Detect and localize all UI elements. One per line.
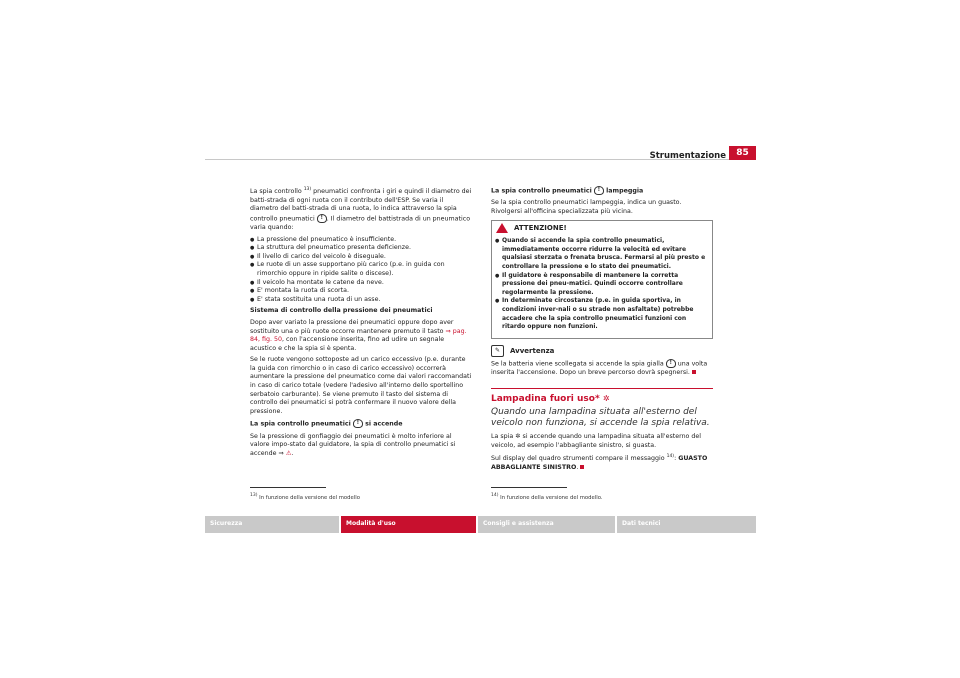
system-heading: Sistema di controllo della pressione dei pneumatici	[250, 307, 433, 315]
warning-triangle-icon[interactable]: ⚠	[285, 449, 292, 457]
note-paragraph: Se la batteria viene scollegata si accende la spia gialla ! una volta inserita l'accensione. Dopo un breve percorso dovrà spegnersi.	[491, 359, 708, 376]
list-item: ● Quando si accende la spia controllo pneumatici, immediatamente occorre ridurre la velocità ed evitare qualsiasi sterzata o frenata brusca. Fermarsi al più presto e controllare la pressione e lo stato dei pneumatici.	[495, 237, 709, 271]
tab-dati-tecnici[interactable]: Dati tecnici	[617, 516, 756, 533]
left-column	[250, 186, 472, 461]
chapter-title: Strumentazione	[649, 151, 726, 161]
list-item: ● Il veicolo ha montate le catene da neve.	[250, 279, 472, 288]
footnote-rule	[491, 487, 567, 488]
lamp-paragraph-2: Sul display del quadro strumenti compare il messaggio $^{14)}$: GUASTO ABBAGLIANTE SINISTRO.	[491, 454, 708, 471]
note-icon: ✎	[491, 345, 504, 357]
warning-box	[491, 220, 713, 339]
intro-paragraph: La spia controllo $^{13)}$ pneumatici confronta i giri e quindi il diametro dei batti-strada di ogni ruota con il contributo dell'ESP. Se varia il diametro del batti-strada di una ruota, lo indica attraverso la spia controllo pneumatici ! . Il diametro del battistrada di un pneumatico varia quando:	[250, 187, 472, 231]
lit-heading: La spia controllo pneumatici ! si accende	[250, 420, 403, 428]
lamp-paragraph-1: La spia ✲ si accende quando una lampadina situata all'esterno del veicolo, ad esempio l'abbagliante sinistro, si guasta.	[491, 433, 702, 449]
bulb-icon: ✲	[602, 393, 610, 403]
section-title: Lampadina fuori uso* ✲	[491, 393, 610, 404]
tire-pressure-icon: !	[353, 419, 363, 428]
end-marker-icon	[692, 370, 696, 374]
system-paragraph-2: Se le ruote vengono sottoposte ad un carico eccessivo (p.e. durante la guida con rimorchio o in caso di carico eccessivo) occorrerà aumentare la pressione del pneumatico come dai valori raccomandati in caso di carico totale (vedere l'adesivo all'interno dello sportellino serbatoio carburante). Se viene premuto il tasto del sistema di controllo dei pneumatici si potrà confermare il nuovo valore della pressione.	[250, 356, 472, 415]
lit-paragraph: Se la pressione di gonfiaggio dei pneumatici è molto inferiore al valore impo-stato dal guidatore, la spia di controllo pneumatici si accende ⇒ ⚠.	[250, 432, 456, 457]
right-column	[491, 186, 713, 476]
warning-list	[492, 235, 712, 335]
list-item: ● E' montata la ruota di scorta.	[250, 287, 472, 296]
list-item: ● E' stata sostituita una ruota di un asse.	[250, 296, 472, 305]
page-reference-link[interactable]: ⇒ pag. 84, fig. 50	[250, 327, 467, 344]
footnote-left: $^{13)}$ In funzione della versione del modello	[250, 493, 360, 501]
list-item: ● In determinate circostanze (p.e. in guida sportiva, in condizioni inver-nali o su strade non asfaltate) potrebbe accadere che la spia controllo pneumatici funzioni con ritardo oppure non funzioni.	[495, 297, 709, 331]
warning-triangle-icon	[496, 223, 508, 233]
tab-modalita-uso[interactable]: Modalità d'uso	[341, 516, 476, 533]
bulb-icon: ✲	[515, 433, 521, 441]
tire-pressure-icon: !	[594, 186, 604, 195]
list-item: ● Il guidatore è responsabile di mantenere la corretta pressione dei pneu-matici. Quindi occorre controllare regolarmente la pressione.	[495, 272, 709, 298]
list-item: ● Le ruote di un asse supportano più carico (p.e. in guida con rimorchio oppure in ripide salite o discese).	[250, 261, 472, 278]
tire-pressure-icon: !	[317, 214, 327, 223]
warning-header: ATTENZIONE!	[492, 221, 712, 235]
tab-consigli-assistenza[interactable]: Consigli e assistenza	[478, 516, 615, 533]
section-subtitle: Quando una lampadina situata all'esterno del veicolo non funziona, si accende la spia relativa.	[491, 407, 710, 429]
blink-paragraph: Se la spia controllo pneumatici lampeggia, indica un guasto. Rivolgersi all'officina specializzata più vicina.	[491, 199, 682, 215]
system-paragraph-1: Dopo aver variato la pressione dei pneumatici oppure dopo aver sostituito una o più ruote occorre mantenere premuto il tasto ⇒ pag. 84, fig. 50, con l'accensione inserita, fino ad udire un segnale acustico e che la spia si è spenta.	[250, 318, 467, 352]
cause-list	[250, 236, 472, 305]
tire-pressure-icon: !	[666, 359, 676, 368]
page-number: 85	[729, 146, 756, 160]
section-rule	[491, 388, 713, 389]
list-item: ● Il livello di carico del veicolo è diseguale.	[250, 253, 472, 262]
blink-heading: La spia controllo pneumatici ! lampeggia	[491, 187, 644, 195]
footnote-rule	[250, 487, 326, 488]
tab-sicurezza[interactable]: Sicurezza	[205, 516, 339, 533]
list-item: ● La struttura del pneumatico presenta deficienze.	[250, 244, 472, 253]
end-marker-icon	[580, 465, 584, 469]
footnote-right: $^{14)}$ In funzione della versione del modello.	[491, 493, 603, 501]
note-header: ✎ Avvertenza	[491, 345, 713, 357]
list-item: ● La pressione del pneumatico è insufficiente.	[250, 236, 472, 245]
